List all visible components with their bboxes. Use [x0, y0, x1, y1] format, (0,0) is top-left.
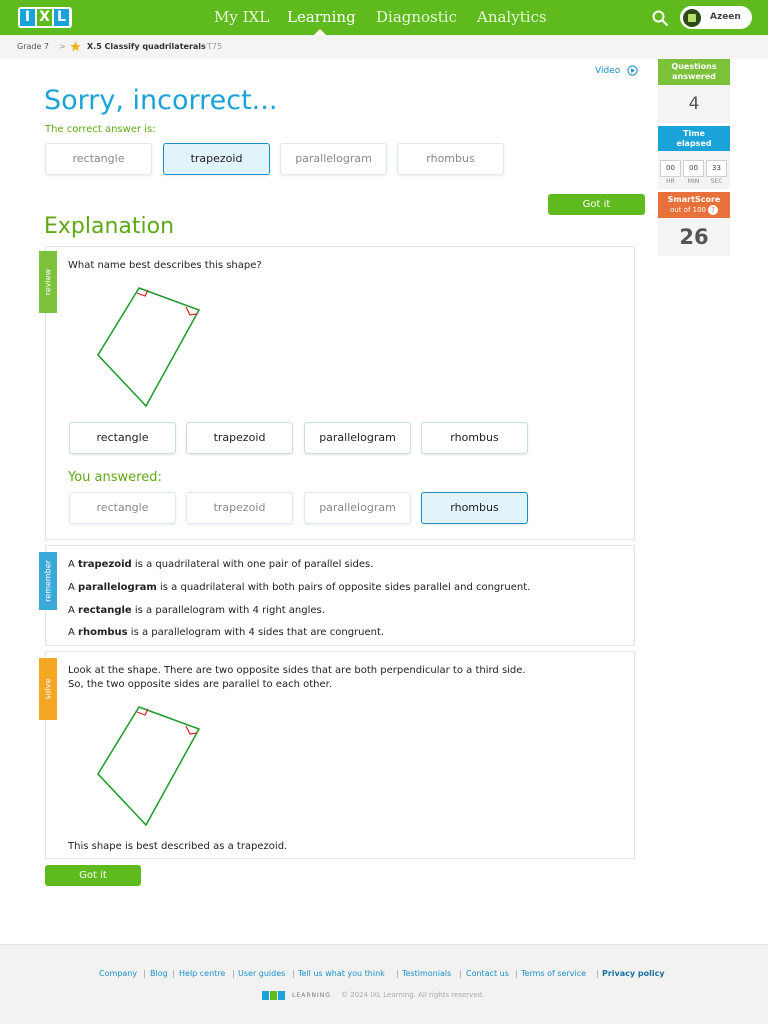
got-it-button-bottom[interactable]: Got it	[45, 865, 141, 886]
def-pre: A	[68, 582, 79, 593]
got-it-button-top[interactable]: Got it	[548, 194, 645, 215]
questions-label-line2: answered	[672, 72, 716, 81]
logo-letter: I	[20, 9, 35, 26]
smartscore-value: 26	[658, 218, 730, 256]
you-answered-label: You answered:	[68, 470, 162, 485]
def-term: trapezoid	[78, 559, 132, 570]
footer-separator: |	[292, 969, 295, 978]
copyright: © 2024 IXL Learning. All rights reserved.	[341, 991, 485, 999]
questions-answered-header	[658, 59, 730, 85]
user-menu-button[interactable]	[680, 6, 752, 29]
timer-minutes: 00	[683, 160, 704, 177]
solve-text-line-2: So, the two opposite sides are parallel to each other.	[68, 679, 333, 690]
answered-choice-parallelogram: parallelogram	[304, 492, 411, 524]
nav-learning[interactable]: Learning	[287, 8, 356, 26]
def-post: is a quadrilateral with one pair of parallel sides.	[131, 559, 374, 570]
def-post: is a parallelogram with 4 sides that are congruent.	[127, 627, 385, 638]
breadcrumb-grade[interactable]: Grade 7	[17, 42, 50, 51]
smartscore-header	[658, 192, 730, 218]
review-tag-label: review	[43, 268, 53, 296]
breadcrumb	[0, 35, 768, 59]
definition-rhombus	[68, 626, 384, 639]
solve-conclusion: This shape is best described as a trapezoid.	[68, 841, 288, 852]
choice-rhombus[interactable]: rhombus	[421, 422, 528, 454]
choice-parallelogram[interactable]: parallelogram	[304, 422, 411, 454]
solve-text-line-1: Look at the shape. There are two opposite sides that are both perpendicular to a third side.	[68, 665, 526, 676]
timer-seconds-label: SEC	[710, 178, 723, 185]
footer-link-blog[interactable]: Blog	[150, 969, 168, 978]
def-pre: A	[68, 605, 79, 616]
explanation-title: Explanation	[44, 214, 175, 239]
correct-choice-rhombus: rhombus	[397, 143, 504, 175]
footer-separator: |	[396, 969, 399, 978]
smartscore-sub-text: out of 100	[669, 206, 707, 214]
nav-my-ixl[interactable]: My IXL	[214, 8, 270, 26]
breadcrumb-separator: >	[59, 42, 66, 51]
footer-ixl-logo	[262, 991, 331, 1001]
timer-hours-label: HR	[666, 178, 675, 185]
trapezoid-shape	[90, 282, 210, 412]
footer-link-user-guides[interactable]: User guides	[238, 969, 286, 978]
question-text: What name best describes this shape?	[68, 260, 262, 271]
logo-letter: L	[54, 9, 69, 26]
footer-separator: |	[596, 969, 599, 978]
correct-choice-trapezoid: trapezoid	[163, 143, 270, 175]
definition-parallelogram	[68, 581, 530, 594]
video-link[interactable]: Video	[595, 66, 621, 76]
solve-tag-label: solve	[43, 678, 53, 700]
time-elapsed-header	[658, 126, 730, 151]
footer	[0, 944, 768, 1024]
avatar	[683, 9, 701, 27]
footer-link-company[interactable]: Company	[99, 969, 138, 978]
footer-link-testimonials[interactable]: Testimonials	[402, 969, 452, 978]
skill-code: T75	[207, 42, 223, 51]
footer-link-help-centre[interactable]: Help centre	[179, 969, 226, 978]
definition-rectangle	[68, 604, 325, 617]
time-label-line1: Time	[683, 129, 705, 138]
footer-separator: |	[143, 969, 146, 978]
play-icon[interactable]	[627, 65, 638, 76]
def-pre: A	[68, 627, 79, 638]
star-icon	[70, 41, 81, 52]
search-icon[interactable]	[651, 9, 669, 27]
time-label-line2: elapsed	[676, 139, 712, 148]
footer-separator: |	[459, 969, 462, 978]
logo-block	[262, 991, 269, 1000]
def-term: parallelogram	[78, 582, 157, 593]
footer-link-privacy[interactable]: Privacy policy	[602, 969, 665, 978]
footer-logo-word: LEARNING	[292, 992, 331, 999]
logo-block	[270, 991, 277, 1000]
footer-separator: |	[232, 969, 235, 978]
footer-separator: |	[172, 969, 175, 978]
def-term: rectangle	[78, 605, 132, 616]
correct-choice-rectangle: rectangle	[45, 143, 152, 175]
footer-link-feedback[interactable]: Tell us what you think	[298, 969, 385, 978]
correct-choice-parallelogram: parallelogram	[280, 143, 387, 175]
definition-trapezoid	[68, 558, 373, 571]
def-pre: A	[68, 559, 79, 570]
footer-separator: |	[515, 969, 518, 978]
logo-letter: X	[37, 9, 52, 26]
breadcrumb-skill[interactable]: X.5 Classify quadrilaterals	[87, 42, 206, 51]
feedback-title: Sorry, incorrect...	[44, 85, 278, 116]
answered-choice-rectangle: rectangle	[69, 492, 176, 524]
nav-analytics[interactable]: Analytics	[477, 8, 547, 26]
correct-answer-label: The correct answer is:	[45, 124, 156, 135]
help-icon[interactable]: ?	[708, 205, 718, 215]
top-nav-bar	[0, 0, 768, 35]
questions-label-line1: Questions	[671, 62, 717, 71]
footer-link-contact[interactable]: Contact us	[466, 969, 509, 978]
remember-tag	[39, 552, 57, 610]
questions-answered-value: 4	[658, 85, 730, 123]
nav-diagnostic[interactable]: Diagnostic	[376, 8, 457, 26]
answered-choice-rhombus: rhombus	[421, 492, 528, 524]
timer-minutes-label: MIN	[687, 178, 700, 185]
answered-choice-trapezoid: trapezoid	[186, 492, 293, 524]
solve-tag	[39, 658, 57, 720]
smartscore-label: SmartScore	[667, 195, 721, 204]
timer-seconds: 33	[706, 160, 727, 177]
trapezoid-shape-solve	[90, 701, 210, 831]
remember-tag-label: remember	[43, 560, 53, 602]
user-name: Azeen	[710, 12, 741, 22]
logo-block	[278, 991, 285, 1000]
def-post: is a parallelogram with 4 right angles.	[131, 605, 325, 616]
ixl-logo[interactable]	[18, 7, 72, 28]
def-term: rhombus	[78, 627, 128, 638]
review-tag	[39, 251, 57, 313]
timer-hours: 00	[660, 160, 681, 177]
footer-link-terms[interactable]: Terms of service	[521, 969, 587, 978]
choice-trapezoid[interactable]: trapezoid	[186, 422, 293, 454]
smartscore-subtitle	[658, 205, 730, 215]
def-post: is a quadrilateral with both pairs of opposite sides parallel and congruent.	[156, 582, 531, 593]
choice-rectangle[interactable]: rectangle	[69, 422, 176, 454]
